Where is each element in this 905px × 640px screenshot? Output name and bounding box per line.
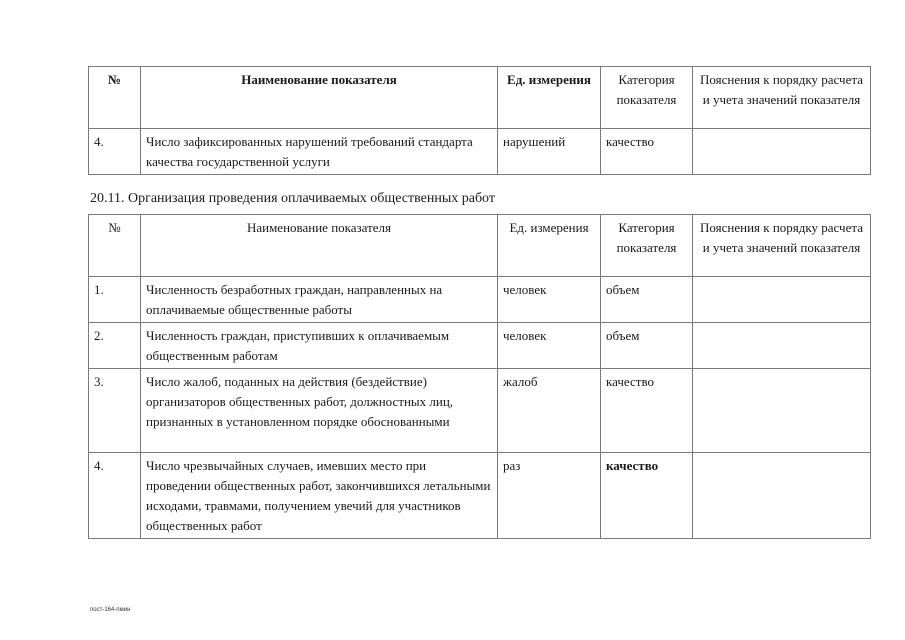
row-indicator-name: Число зафиксированных нарушений требований стандарта качества государственной услуги bbox=[141, 129, 498, 175]
indicators-table-public-works bbox=[88, 214, 871, 539]
row-category: качество bbox=[601, 369, 693, 453]
header-category: Категория показателя bbox=[601, 215, 693, 277]
header-notes: Пояснения к порядку расчета и учета значений показателя bbox=[693, 215, 871, 277]
header-indicator-name: Наименование показателя bbox=[141, 215, 498, 277]
row-category: объем bbox=[601, 323, 693, 369]
header-notes: Пояснения к порядку расчета и учета значений показателя bbox=[693, 67, 871, 129]
header-unit: Ед. измерения bbox=[498, 215, 601, 277]
indicators-table-previous bbox=[88, 66, 871, 175]
table-row bbox=[89, 129, 871, 175]
table-row bbox=[89, 323, 871, 369]
row-notes bbox=[693, 323, 871, 369]
row-notes bbox=[693, 453, 871, 539]
row-number: 2. bbox=[89, 323, 141, 369]
table-row bbox=[89, 277, 871, 323]
row-unit: нарушений bbox=[498, 129, 601, 175]
row-number: 1. bbox=[89, 277, 141, 323]
row-number: 4. bbox=[89, 129, 141, 175]
row-unit: человек bbox=[498, 277, 601, 323]
header-number: № bbox=[89, 67, 141, 129]
footer-document-code: пост-164-пмин bbox=[90, 607, 131, 613]
row-unit: раз bbox=[498, 453, 601, 539]
header-unit: Ед. измерения bbox=[498, 67, 601, 129]
row-category: качество bbox=[601, 129, 693, 175]
row-number: 4. bbox=[89, 453, 141, 539]
row-number: 3. bbox=[89, 369, 141, 453]
row-indicator-name: Число чрезвычайных случаев, имевших место при проведении общественных работ, закончившихся летальными исходами, травмами, получением увечий для участников общественных работ bbox=[141, 453, 498, 539]
row-notes bbox=[693, 277, 871, 323]
table-header-row bbox=[89, 67, 871, 129]
header-number: № bbox=[89, 215, 141, 277]
row-unit: человек bbox=[498, 323, 601, 369]
row-category: качество bbox=[601, 453, 693, 539]
header-category: Категория показателя bbox=[601, 67, 693, 129]
row-notes bbox=[693, 129, 871, 175]
table-row bbox=[89, 453, 871, 539]
row-unit: жалоб bbox=[498, 369, 601, 453]
row-indicator-name: Численность безработных граждан, направленных на оплачиваемые общественные работы bbox=[141, 277, 498, 323]
row-indicator-name: Численность граждан, приступивших к оплачиваемым общественным работам bbox=[141, 323, 498, 369]
row-indicator-name: Число жалоб, поданных на действия (бездействие) организаторов общественных работ, должностных лиц, признанных в установленном порядке обоснованными bbox=[141, 369, 498, 453]
header-indicator-name: Наименование показателя bbox=[141, 67, 498, 129]
table-header-row bbox=[89, 215, 871, 277]
table-row bbox=[89, 369, 871, 453]
row-category: объем bbox=[601, 277, 693, 323]
section-title: 20.11. Организация проведения оплачиваемых общественных работ bbox=[90, 191, 495, 206]
row-notes bbox=[693, 369, 871, 453]
